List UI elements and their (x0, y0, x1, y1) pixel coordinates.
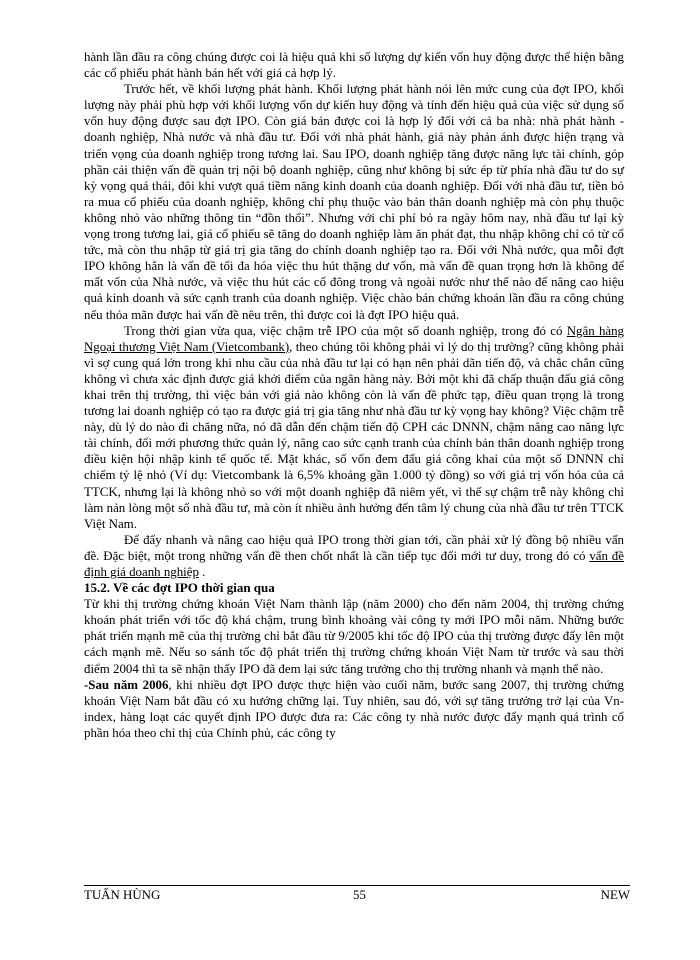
vietcombank-link[interactable]: Ngân hàng Ngoại thương Việt Nam (Vietcombank) (84, 323, 624, 354)
valuation-link[interactable]: vấn đề định giá doanh nghiệp (84, 548, 624, 579)
footer-tag: NEW (600, 888, 630, 902)
paragraph-4-text-start: Để đẩy nhanh và nâng cao hiệu quả IPO trong thời gian tới, cần phải xử lý đồng bộ nhiều vấn đề. Đặc biệt, một trong những vấn đề then chốt nhất là cần tiếp tục đổi mới tư duy, trong đó có (84, 532, 624, 563)
footer-author: TUẤN HÙNG (84, 888, 161, 902)
body-text (84, 49, 624, 741)
paragraph-5-text: Từ khi thị trường chứng khoán Việt Nam thành lập (năm 2000) cho đến năm 2004, thị trường chứng khoán phát triển với tốc độ khá chậm, trung bình khoảng vài công ty mới IPO mỗi năm. Những bước phát triển mạnh mẽ của thị trường chỉ bắt đầu từ 9/2005 khi tốc độ IPO của thị trường được đẩy lên một cách mạnh mẽ. Nếu so sánh tốc độ phát triển thị trường chứng khoán Việt Nam từ trước và sau thời điểm 2004 thì ta sẽ nhận thấy IPO đã đem lại sức tăng trưởng cho thị trường nhanh và mạnh thế nào. (84, 597, 624, 676)
page-footer (84, 885, 630, 902)
paragraph-6-text: , khi nhiều đợt IPO được thực hiện vào cuối năm, bước sang 2007, thị trường chứng khoán Việt Nam bắt đầu có xu hướng chững lại. Tuy nhiên, sau đó, với sự tăng trưởng trở lại của Vn-index, hàng loạt các quyết định IPO được đưa ra: Các công ty nhà nước được đẩy mạnh quá trình cổ phần hóa theo chỉ thị của Chính phủ, các công ty (84, 677, 624, 740)
paragraph-5 (84, 596, 624, 676)
section-heading: 15.2. Về các đợt IPO thời gian qua (84, 580, 275, 596)
paragraph-3-text-start: Trong thời gian vừa qua, việc chậm trễ IPO của một số doanh nghiệp, trong đó có (124, 323, 567, 338)
paragraph-3-text-end: , theo chúng tôi không phải vì lý do thị trường? cũng không phải vì sợ cung quá lớn trong khi nhu cầu của nhà đầu tư lại có hạn nên phải dãn tiến độ, và chắc chắn cũng không vì chưa xác định được giá khởi điểm của ngân hàng này. Bởi một khi đã chấp thuận đấu giá công khai trên thị trường, thì việc bán với giá nào không còn là vấn đề phức tạp, điều quan trọng là trong tương lai doanh nghiệp có tạo ra được giá trị gia tăng như nhà đầu tư kỳ vọng hay không? Việc chậm trễ này, dù lý do nào đi chăng nữa, nó đã dẫn đến chậm tiến độ CPH các DNNN, chậm nâng cao năng lực tài chính, đổi mới phương thức quản lý, nâng cao sức cạnh tranh của chính bản thân doanh nghiệp trong điều kiện hội nhập kinh tế quốc tế. Mặt khác, số vốn đem đấu giá công khai của một số DNNN chỉ chiếm tỷ lệ nhỏ (Ví dụ: Vietcombank là 6,5% khoảng gần 1.000 tỷ đồng) so với giá trị vốn hóa của cả TTCK, nhưng lại là không nhỏ so với một doanh nghiệp đã niêm yết, vì thế sự chậm trễ này không chỉ làm nản lòng một số nhà đầu tư, mà còn ít nhiều ảnh hưởng đến tâm lý chung của nhà đầu tư trên TTCK Việt Nam. (84, 339, 624, 531)
paragraph-1 (84, 49, 624, 81)
page-number: 55 (353, 888, 366, 902)
paragraph-4 (84, 532, 624, 580)
paragraph-2 (84, 81, 624, 322)
paragraph-4-text-end: . (198, 565, 206, 579)
paragraph-2-text: Trước hết, về khối lượng phát hành. Khối lượng phát hành nói lên mức cung của đợt IPO, khối lượng này phải phù hợp với khối lượng vốn dự kiến huy động và tính đến hiệu quả của việc sử dụng số vốn huy động được sau đợt IPO. Còn giá bán được coi là hợp lý đối với cả ba nhà: nhà phát hành - doanh nghiệp, Nhà nước và nhà đầu tư. Đối với nhà phát hành, giá này phản ánh được hiện trạng và triển vọng của doanh nghiệp trong tương lai. Sau IPO, doanh nghiệp tăng được năng lực tài chính, góp phần cải thiện vấn đề quản trị nội bộ doanh nghiệp, cũng như không bị sức ép từ phía nhà đầu tư do sự kỳ vọng quá thái, đôi khi vượt quá tiềm năng kinh doanh của doanh nghiệp. Đối với nhà đầu tư, tiền bỏ ra mua cổ phiếu của doanh nghiệp, không chỉ phụ thuộc vào bản thân doanh nghiệp mà còn phụ thuộc không nhỏ vào những thông tin “đồn thổi”. Nhưng với chi phí bỏ ra ngày hôm nay, nhà đầu tư lại kỳ vọng trong tương lai, giá cổ phiếu sẽ tăng do doanh nghiệp làm ăn phát đạt, thu nhập không chỉ có từ cổ tức, mà còn thu nhập từ giá trị gia tăng do chính doanh nghiệp tạo ra. Đối với Nhà nước, qua mỗi đợt IPO không hẳn là vấn đề tối đa hóa việc thu hút thặng dư vốn, mà vấn đề quan trọng hơn là không để mất vốn của Nhà nước, và việc thu hút các cổ đông trong và ngoài nước như thế nào để nâng cao hiệu quả kinh doanh và sức cạnh tranh của doanh nghiệp. Việc chào bán chứng khoán lần đầu ra công chúng nếu thỏa mãn được hai vấn đề nêu trên, thì được coi là đợt IPO hiệu quả. (84, 82, 624, 322)
paragraph-1-text: hành lần đầu ra công chúng được coi là hiệu quả khi số lượng dự kiến vốn huy động được thể hiện bằng các cổ phiếu phát hành bán hết với giá cả hợp lý. (84, 50, 624, 81)
paragraph-6-bold-lead: -Sau năm 2006 (84, 677, 169, 692)
paragraph-3 (84, 323, 624, 532)
paragraph-6 (84, 677, 624, 741)
